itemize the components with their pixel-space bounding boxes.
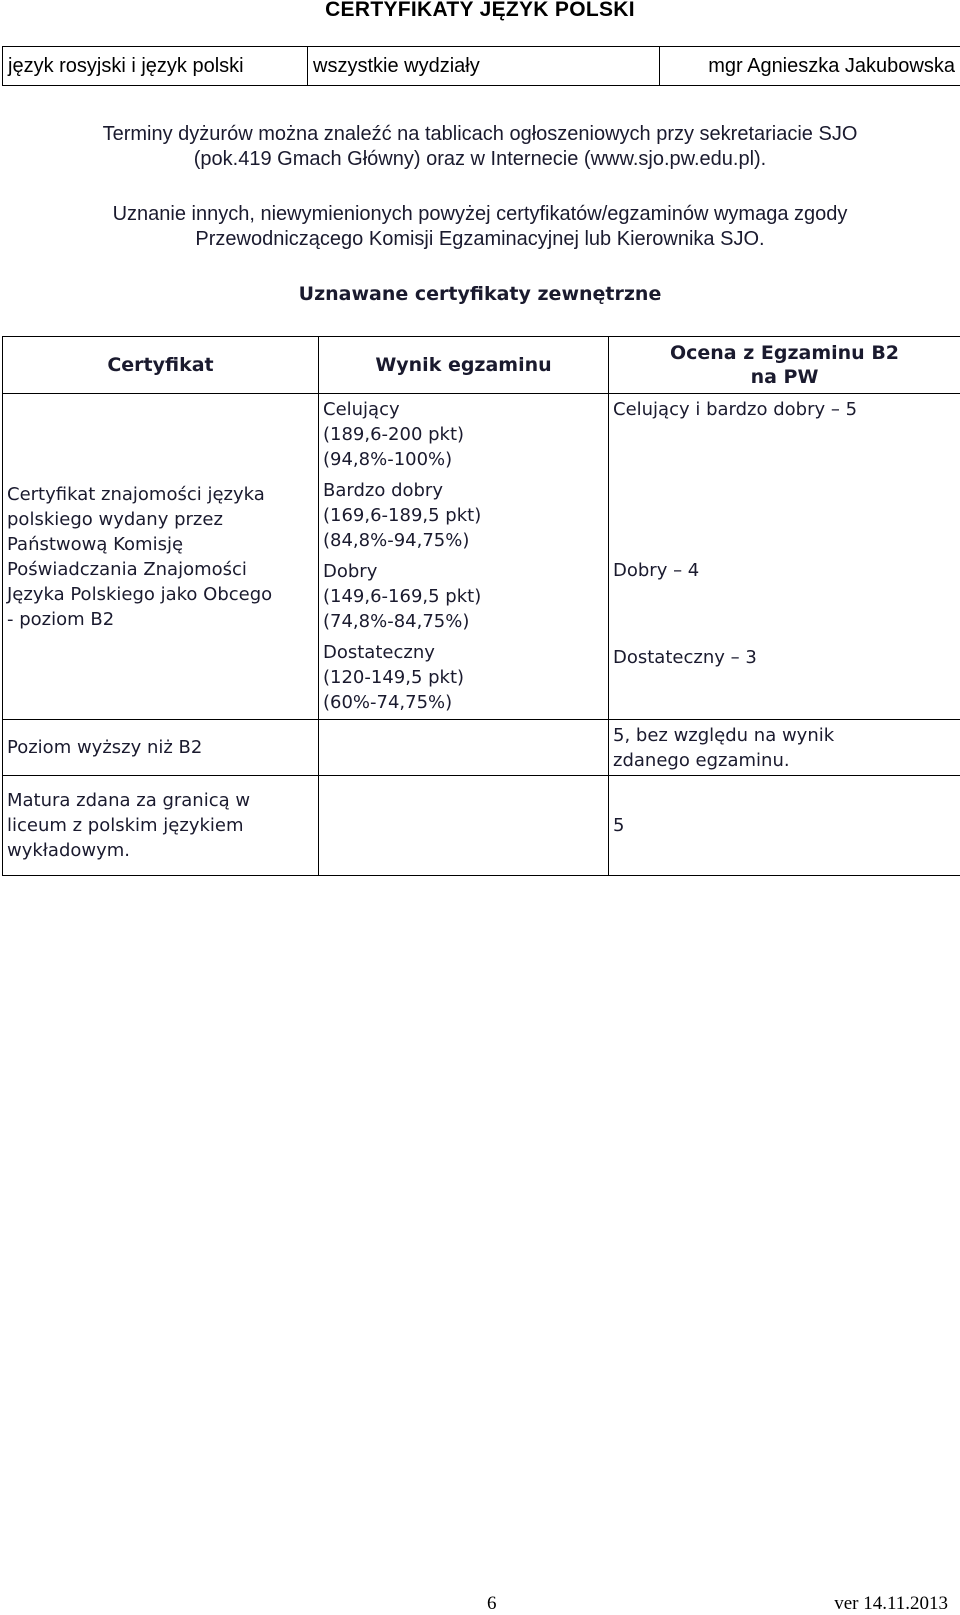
- faculty-cell: wszystkie wydziały: [308, 47, 660, 86]
- exam-result-cell: [319, 720, 609, 776]
- result-excellent: Celujący (189,6-200 pkt) (94,8%-100%): [323, 397, 604, 472]
- result-good: Dobry (149,6-169,5 pkt) (74,8%-84,75%): [323, 559, 604, 634]
- grade-3: Dostateczny – 3: [613, 645, 757, 670]
- language-cell: język rosyjski i język polski: [3, 47, 308, 86]
- grade-cell: [609, 394, 960, 720]
- teacher-cell: mgr Agnieszka Jakubowska: [660, 47, 960, 86]
- page-number: 6: [487, 1593, 497, 1615]
- version-label: ver 14.11.2013: [834, 1593, 948, 1615]
- result-very-good: Bardzo dobry (169,6-189,5 pkt) (84,8%-94,75%): [323, 478, 604, 553]
- grade-cell: 5, bez względu na wynik zdanego egzaminu.: [609, 720, 960, 776]
- certificate-cell: Certyfikat znajomości języka polskiego wydany przez Państwową Komisję Poświadczania Znajomości Języka Polskiego jako Obcego - poziom B2: [3, 394, 319, 720]
- header-grade: Ocena z Egzaminu B2 na PW: [609, 337, 960, 394]
- certificate-cell: Poziom wyższy niż B2: [3, 720, 319, 776]
- certificate-cell: Matura zdana za granicą w liceum z polskim językiem wykładowym.: [3, 776, 319, 876]
- result-sufficient: Dostateczny (120-149,5 pkt) (60%-74,75%): [323, 640, 604, 715]
- exam-result-cell: [319, 776, 609, 876]
- office-hours-paragraph: Terminy dyżurów można znaleźć na tablicach ogłoszeniowych przy sekretariacie SJO (pok.419 Gmach Główny) oraz w Internecie (www.sjo.pw.edu.pl).: [0, 122, 960, 172]
- table-row: [3, 776, 960, 876]
- grade-4: Dobry – 4: [613, 558, 699, 583]
- table-row: [3, 394, 960, 720]
- header-certificate: Certyfikat: [3, 337, 319, 394]
- approval-paragraph: Uznanie innych, niewymienionych powyżej certyfikatów/egzaminów wymaga zgody Przewodniczącego Komisji Egzaminacyjnej lub Kierownika SJO.: [0, 202, 960, 252]
- table-row: [3, 720, 960, 776]
- section-subtitle: Uznawane certyfikaty zewnętrzne: [0, 283, 960, 305]
- document-title: CERTYFIKATY JĘZYK POLSKI: [0, 0, 960, 22]
- header-exam-result: Wynik egzaminu: [319, 337, 609, 394]
- exam-result-cell: [319, 394, 609, 720]
- certificates-table: [2, 336, 960, 876]
- course-info-table: [2, 46, 960, 86]
- table-header-row: [3, 337, 960, 394]
- course-info-row: [3, 47, 960, 86]
- grade-5: Celujący i bardzo dobry – 5: [613, 397, 857, 422]
- grade-cell: 5: [609, 776, 960, 876]
